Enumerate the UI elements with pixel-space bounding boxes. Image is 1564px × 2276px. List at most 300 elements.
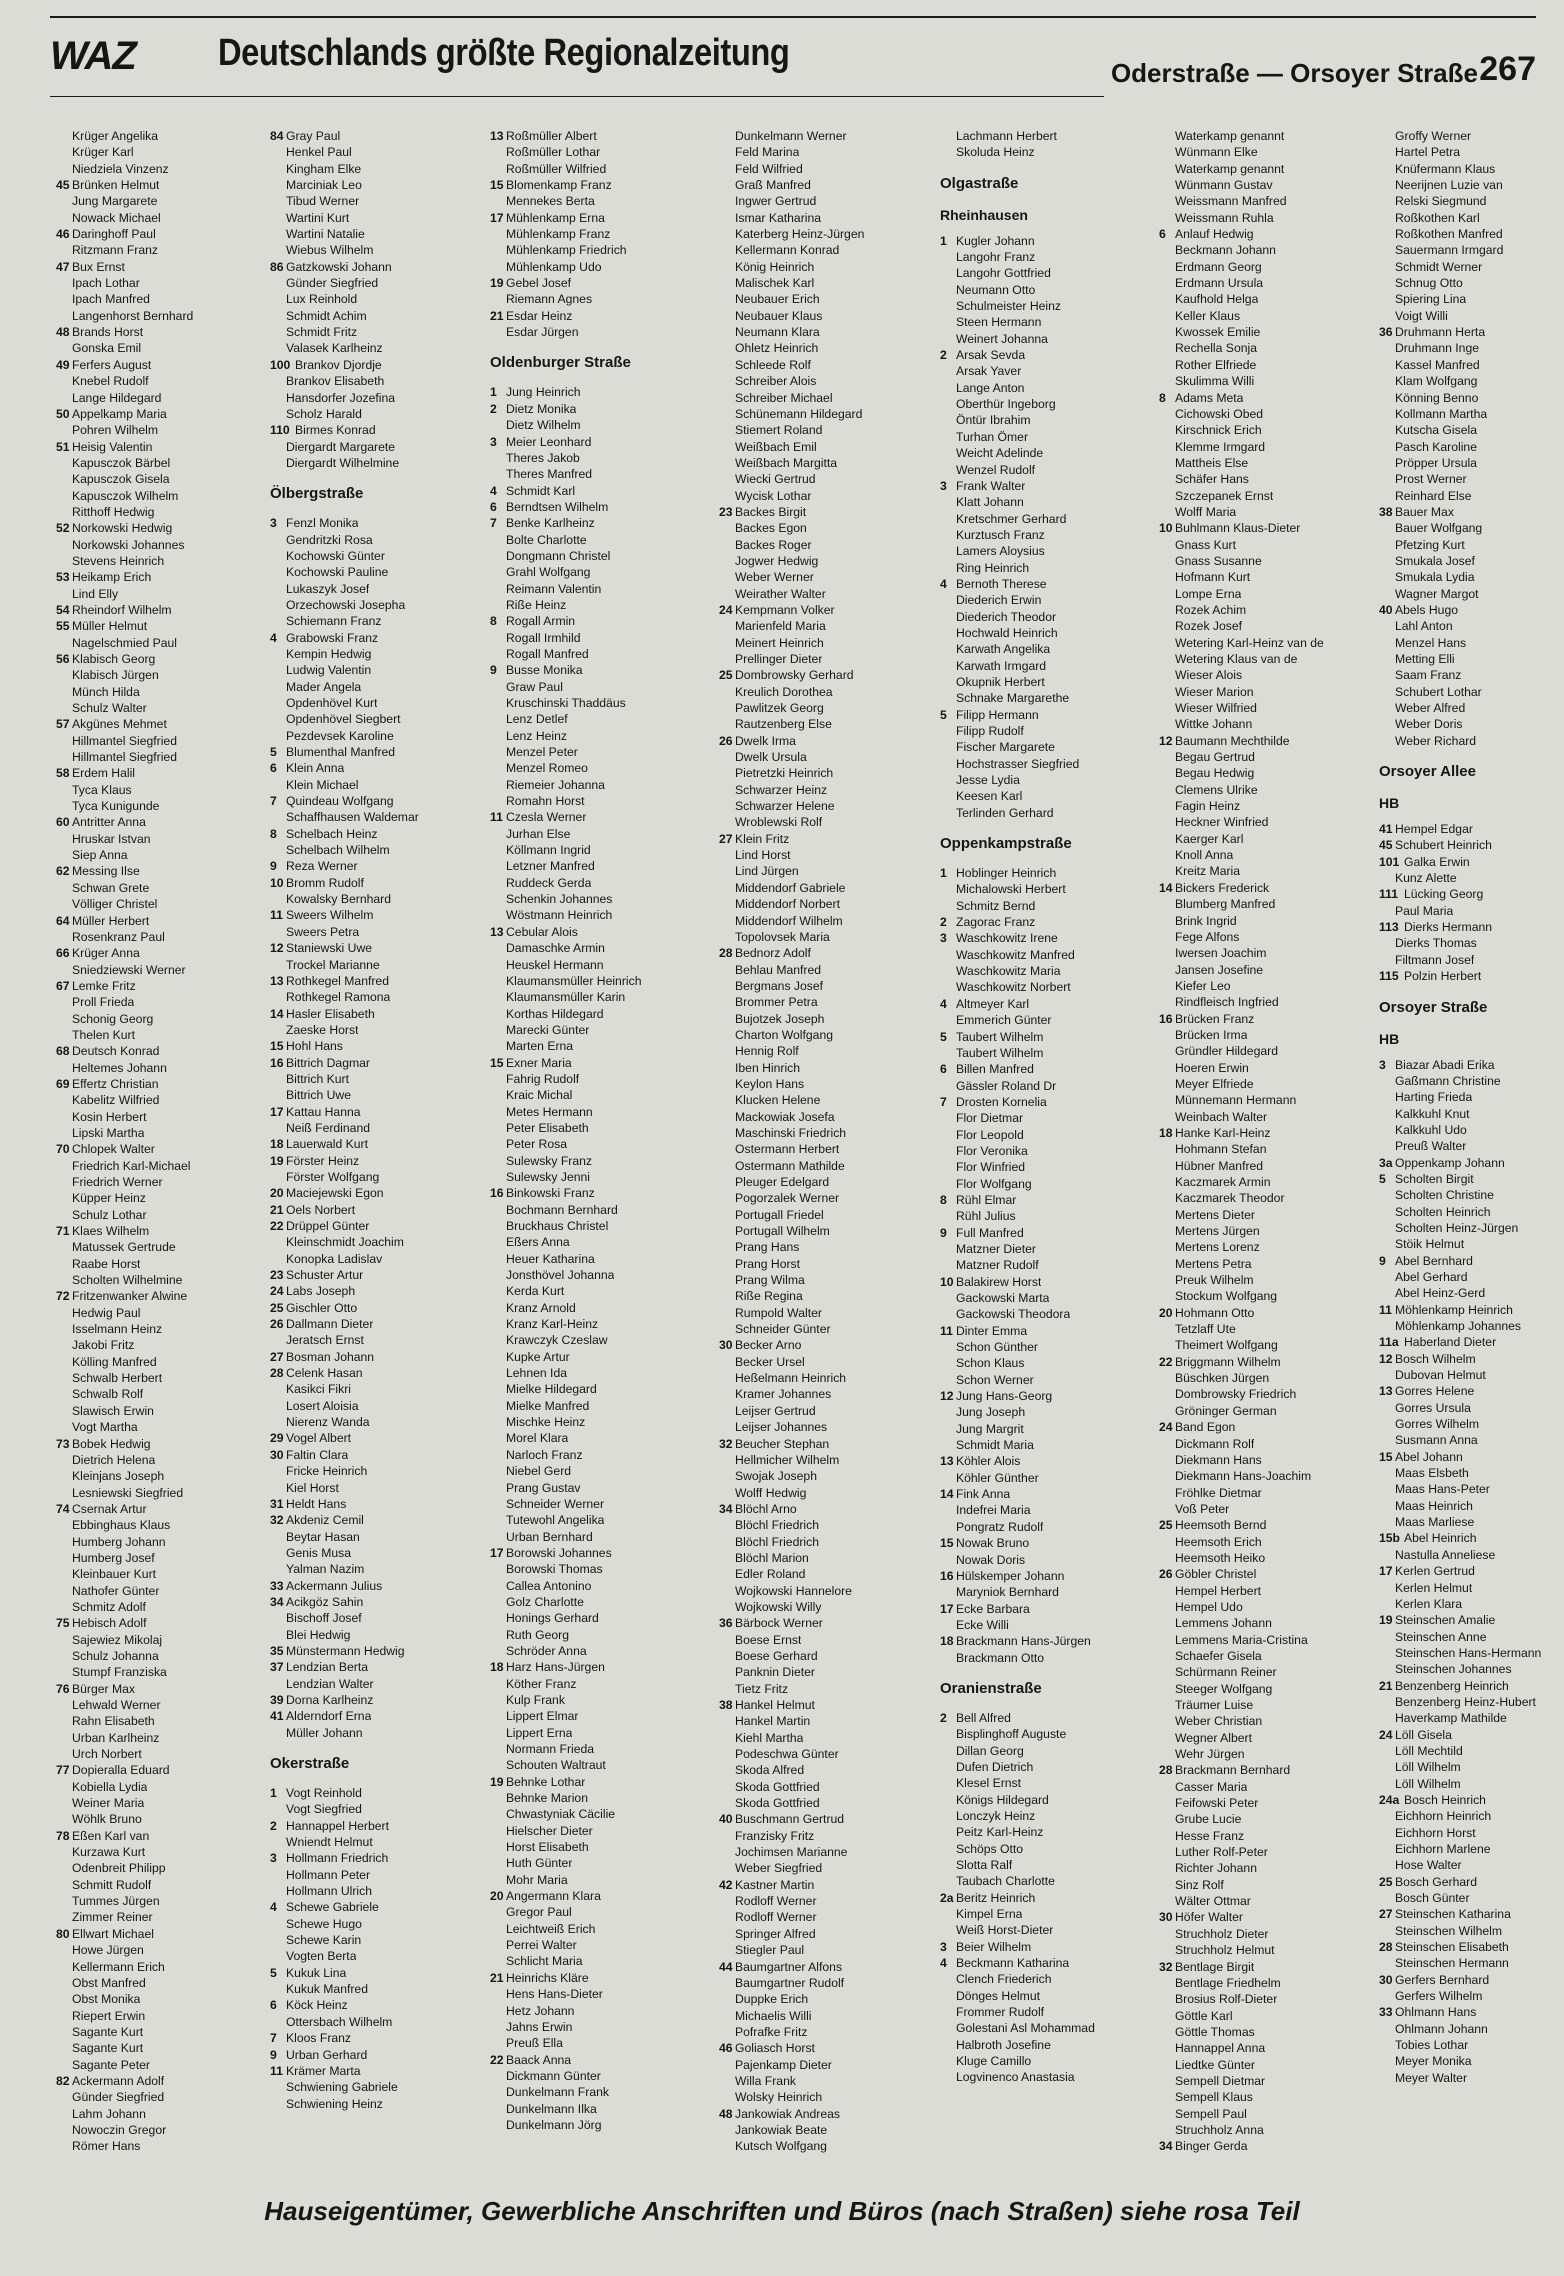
resident-entry [270, 1365, 480, 1381]
resident-name: Krämer Marta [286, 2063, 361, 2078]
house-number [56, 1321, 72, 1337]
house-number: 4 [490, 483, 497, 498]
resident-entry [56, 1011, 266, 1027]
resident-name: Preuß Walter [1395, 1139, 1467, 1154]
resident-name: Urban Bernhard [506, 1529, 593, 1544]
resident-name: Kollmann Martha [1395, 406, 1488, 421]
house-number [270, 275, 286, 291]
resident-entry [940, 788, 1150, 804]
resident-name: Ohlmann Johann [1395, 2021, 1488, 2036]
house-number [1159, 553, 1175, 569]
house-number [1159, 1926, 1175, 1942]
resident-entry [56, 1762, 266, 1778]
resident-entry [490, 532, 700, 548]
resident-name: Konopka Ladislav [286, 1251, 383, 1266]
resident-entry [719, 275, 929, 291]
resident-name: Diederich Erwin [956, 593, 1042, 608]
house-number [490, 744, 506, 760]
house-number [270, 455, 286, 471]
resident-name: Schelbach Wilhelm [286, 843, 390, 858]
house-number [940, 511, 956, 527]
resident-name: Wittke Johann [1175, 717, 1253, 732]
house-number [270, 989, 286, 1005]
resident-entry [270, 1300, 480, 1316]
resident-name: Waschkowitz Maria [956, 964, 1061, 979]
resident-entry [56, 471, 266, 487]
house-number [1159, 2122, 1175, 2138]
resident-name: Diekmann Hans-Joachim [1175, 1469, 1312, 1484]
house-number [1159, 651, 1175, 667]
resident-name: Jakobi Fritz [72, 1338, 135, 1353]
resident-name: Matussek Gertrude [72, 1240, 176, 1255]
resident-name: Keller Klaus [1175, 308, 1241, 323]
house-number: 19 [270, 1153, 284, 1168]
resident-entry [940, 979, 1150, 995]
resident-entry [56, 2008, 266, 2024]
resident-entry [719, 994, 929, 1010]
resident-entry [270, 1283, 480, 1299]
house-number [719, 1190, 735, 1206]
resident-name: Brink Ingrid [1175, 913, 1237, 928]
resident-name: Neumann Klara [735, 325, 820, 340]
resident-name: Briggmann Wilhelm [1175, 1354, 1281, 1369]
resident-name: Kattau Hanna [286, 1104, 361, 1119]
resident-name: Prang Wilma [735, 1273, 805, 1288]
resident-entry [1379, 1857, 1564, 1873]
resident-entry [719, 831, 929, 847]
resident-name: Stiemert Roland [735, 423, 823, 438]
house-number [490, 957, 506, 973]
resident-name: Taubert Wilhelm [956, 1029, 1044, 1044]
house-number [1379, 406, 1395, 422]
resident-name: Langohr Gottfried [956, 266, 1051, 281]
resident-entry [1159, 210, 1369, 226]
resident-entry [1379, 684, 1564, 700]
resident-entry [940, 576, 1150, 592]
resident-name: Halbroth Josefine [956, 2037, 1051, 2052]
house-number [270, 1561, 286, 1577]
house-number [1159, 1239, 1175, 1255]
resident-name: Steinschen Wilhelm [1395, 1923, 1503, 1938]
house-number [719, 1713, 735, 1729]
resident-name: Heldt Hans [286, 1496, 347, 1511]
resident-name: Schlicht Maria [506, 1954, 583, 1969]
house-number [1159, 765, 1175, 781]
house-number [490, 2035, 506, 2051]
house-number [940, 1110, 956, 1126]
resident-entry [270, 1006, 480, 1022]
house-number [719, 193, 735, 209]
house-number [1379, 635, 1395, 651]
house-number [1379, 1776, 1395, 1792]
house-number: 15 [270, 1039, 284, 1054]
house-number [1379, 471, 1395, 487]
resident-entry [1159, 1550, 1369, 1566]
resident-name: Perrei Walter [506, 1938, 577, 1953]
resident-name: Klemme Irmgard [1175, 439, 1266, 454]
house-number: 23 [719, 504, 733, 519]
resident-entry [270, 1169, 480, 1185]
resident-name: Köhler Alois [956, 1454, 1021, 1469]
resident-entry [719, 569, 929, 585]
resident-entry [1379, 1596, 1564, 1612]
resident-entry [270, 1708, 480, 1724]
house-number [1159, 1223, 1175, 1239]
house-number [1379, 1514, 1395, 1530]
resident-entry [270, 1676, 480, 1692]
resident-name: Celenk Hasan [286, 1366, 363, 1381]
resident-entry [940, 1274, 1150, 1290]
house-number [719, 1256, 735, 1272]
house-number [56, 1893, 72, 1909]
resident-entry [56, 439, 266, 455]
resident-entry [719, 161, 929, 177]
resident-name: Heisig Valentin [72, 439, 153, 454]
resident-entry [1159, 1746, 1369, 1762]
house-number [56, 390, 72, 406]
house-number [1379, 1220, 1395, 1236]
house-number [490, 193, 506, 209]
house-number [56, 2106, 72, 2122]
resident-entry [490, 1659, 700, 1675]
resident-name: Schwiening Gabriele [286, 2080, 398, 2095]
house-number [1159, 1272, 1175, 1288]
resident-name: Morel Klara [506, 1431, 569, 1446]
resident-name: Charton Wolfgang [735, 1027, 834, 1042]
resident-name: Förster Wolfgang [286, 1169, 380, 1184]
street-heading: Ölbergstraße [270, 485, 364, 503]
resident-entry [490, 1267, 700, 1283]
house-number [940, 1012, 956, 1028]
house-number [490, 973, 506, 989]
resident-name: Wojkowski Hannelore [735, 1583, 852, 1598]
house-number: 32 [1159, 1959, 1173, 1974]
resident-entry [1379, 586, 1564, 602]
resident-name: Waschkowitz Irene [956, 931, 1058, 946]
resident-name: Hohmann Otto [1175, 1305, 1255, 1320]
resident-name: Rogall Irmhild [506, 630, 581, 645]
resident-entry [270, 1120, 480, 1136]
house-number: 56 [56, 652, 70, 666]
house-number: 46 [56, 227, 70, 242]
resident-name: Behnke Lothar [506, 1774, 586, 1789]
resident-entry [1159, 1305, 1369, 1321]
house-number [1159, 1975, 1175, 1991]
house-number [270, 548, 286, 564]
resident-entry [1379, 1351, 1564, 1367]
resident-entry [56, 1337, 266, 1353]
house-number [719, 1174, 735, 1190]
resident-name: Schewe Hugo [286, 1916, 362, 1931]
house-number [490, 875, 506, 891]
house-number: 2 [940, 348, 947, 363]
resident-name: Saam Franz [1395, 668, 1462, 683]
resident-name: Schmidt Karl [506, 483, 576, 498]
resident-entry [490, 499, 700, 515]
resident-name: Dunkelmann Werner [735, 129, 847, 143]
resident-entry [940, 445, 1150, 461]
resident-name: Springer Alfred [735, 1926, 816, 1941]
resident-name: Oels Norbert [286, 1202, 356, 1217]
resident-name: Mertens Petra [1175, 1256, 1252, 1271]
resident-name: Weiß Horst-Dieter [956, 1923, 1054, 1938]
resident-entry [490, 308, 700, 324]
house-number: 7 [940, 1094, 947, 1109]
house-number [56, 1190, 72, 1206]
resident-entry [1159, 537, 1369, 553]
resident-entry [1379, 733, 1564, 749]
house-number: 11 [270, 908, 283, 923]
house-number [490, 161, 506, 177]
house-number [1159, 1174, 1175, 1190]
resident-entry [1159, 798, 1369, 814]
resident-entry [719, 1713, 929, 1729]
house-number [56, 2122, 72, 2138]
house-number: 32 [719, 1436, 733, 1451]
resident-entry [719, 1975, 929, 1991]
house-number [719, 863, 735, 879]
resident-name: Brankov Elisabeth [286, 374, 385, 389]
resident-entry [490, 450, 700, 466]
resident-name: Peter Elisabeth [506, 1120, 589, 1135]
house-number [490, 2101, 506, 2117]
resident-name: Drüppel Günter [286, 1219, 370, 1233]
resident-name: Vogel Albert [286, 1431, 352, 1446]
resident-name: Reinhard Else [1395, 488, 1472, 503]
resident-entry [940, 1176, 1150, 1192]
house-number [1379, 1285, 1395, 1301]
resident-entry [1159, 929, 1369, 945]
house-number [719, 291, 735, 307]
resident-entry [719, 1926, 929, 1942]
resident-name: Slawisch Erwin [72, 1403, 154, 1418]
resident-name: Urch Norbert [72, 1747, 142, 1762]
house-number [1159, 1648, 1175, 1664]
resident-name: Taubach Charlotte [956, 1874, 1055, 1889]
house-number: 33 [270, 1578, 284, 1593]
house-number [490, 695, 506, 711]
resident-name: Hens Hans-Dieter [506, 1987, 603, 2002]
house-number [490, 1463, 506, 1479]
resident-name: Boese Ernst [735, 1632, 802, 1647]
resident-name: Hollmann Ulrich [286, 1884, 373, 1899]
resident-name: Hochstrasser Siegfried [956, 756, 1080, 771]
house-number: 9 [270, 859, 277, 874]
house-number [1379, 1923, 1395, 1939]
house-number [1379, 1955, 1395, 1971]
resident-entry [1159, 1795, 1369, 1811]
house-number [1379, 1138, 1395, 1154]
resident-name: Wolff Hedwig [735, 1485, 807, 1500]
resident-name: Lendzian Walter [286, 1676, 374, 1691]
resident-name: Steinschen Elisabeth [1395, 1940, 1509, 1955]
resident-name: Köhler Günther [956, 1470, 1039, 1485]
house-number [490, 711, 506, 727]
resident-entry [719, 1223, 929, 1239]
resident-name: Kluge Camillo [956, 2054, 1032, 2069]
resident-name: Schmidt Fritz [286, 325, 358, 340]
house-number [490, 1627, 506, 1643]
resident-name: Harting Frieda [1395, 1090, 1473, 1105]
house-number: 9 [270, 2047, 277, 2062]
house-number: 5 [940, 707, 947, 722]
house-number [1379, 1759, 1395, 1775]
resident-entry [270, 2063, 480, 2079]
resident-entry [1159, 994, 1369, 1010]
resident-name: Mühlenkamp Erna [506, 210, 605, 225]
house-number [270, 1332, 286, 1348]
resident-entry [490, 973, 700, 989]
house-number [270, 695, 286, 711]
resident-entry [1379, 1302, 1564, 1318]
resident-entry [940, 592, 1150, 608]
resident-name: Ostermann Mathilde [735, 1158, 845, 1173]
resident-name: Lippert Erna [506, 1725, 573, 1740]
resident-entry [270, 1398, 480, 1414]
house-number [1379, 242, 1395, 258]
resident-entry [490, 1071, 700, 1087]
resident-name: Blomenkamp Franz [506, 178, 612, 193]
resident-name: Benzenberg Heinz-Hubert [1395, 1694, 1536, 1709]
resident-entry [270, 630, 480, 646]
resident-entry [719, 1860, 929, 1876]
house-number [490, 1234, 506, 1250]
house-number [1379, 390, 1395, 406]
resident-name: Band Egon [1175, 1420, 1236, 1435]
resident-name: Wöhlk Bruno [72, 1812, 142, 1827]
street-heading: Olgastraße [940, 174, 1019, 192]
house-number [56, 1256, 72, 1272]
resident-name: Kruschinski Thaddäus [506, 696, 626, 710]
resident-entry [490, 957, 700, 973]
resident-name: Pofrafke Fritz [735, 2024, 808, 2039]
resident-name: Krüger Angelika [72, 129, 159, 143]
resident-entry [490, 1136, 700, 1152]
resident-name: Bolte Charlotte [506, 532, 587, 547]
resident-name: Langenhorst Bernhard [72, 308, 194, 323]
resident-entry [490, 1447, 700, 1463]
resident-name: Tummes Jürgen [72, 1894, 160, 1909]
resident-entry [490, 1741, 700, 1757]
resident-entry [1159, 880, 1369, 896]
house-number: 76 [56, 1681, 70, 1696]
resident-entry [1159, 1060, 1369, 1076]
resident-name: Benke Karlheinz [506, 516, 595, 531]
resident-entry [1159, 896, 1369, 912]
house-number: 21 [270, 1202, 284, 1217]
house-number: 28 [1379, 1940, 1393, 1955]
house-number: 52 [56, 521, 70, 536]
resident-name: Begau Hedwig [1175, 766, 1255, 781]
directory-columns [56, 128, 1546, 2188]
resident-entry [490, 858, 700, 874]
resident-entry [270, 989, 480, 1005]
resident-entry [1159, 128, 1369, 144]
house-number [270, 406, 286, 422]
resident-entry [56, 831, 266, 847]
resident-entry [1159, 2057, 1369, 2073]
house-number [1379, 1416, 1395, 1432]
resident-name: Mischke Heinz [506, 1415, 586, 1430]
house-number [719, 1158, 735, 1174]
resident-name: Marienfeld Maria [735, 619, 826, 634]
house-number [719, 2089, 735, 2105]
resident-name: Benzenberg Heinrich [1395, 1678, 1509, 1693]
resident-entry [1379, 308, 1564, 324]
resident-name: Göttle Karl [1175, 2008, 1233, 2023]
resident-name: Fege Alfons [1175, 929, 1240, 944]
house-number: 74 [56, 1501, 70, 1516]
resident-name: Hruskar Istvan [72, 831, 151, 846]
resident-entry [719, 1207, 929, 1223]
resident-entry [719, 782, 929, 798]
resident-entry [490, 1332, 700, 1348]
house-number [56, 667, 72, 683]
resident-name: Lenz Detlef [506, 712, 568, 727]
resident-entry [56, 602, 266, 618]
resident-entry [1159, 586, 1369, 602]
resident-entry [1379, 870, 1564, 886]
resident-entry [56, 1386, 266, 1402]
resident-name: Swojak Joseph [735, 1469, 817, 1484]
house-number [1159, 1141, 1175, 1157]
resident-name: Heßelmann Heinrich [735, 1371, 847, 1386]
resident-name: Kutscha Gisela [1395, 423, 1477, 438]
resident-name: Humberg Johann [72, 1534, 166, 1549]
resident-name: Ostermann Herbert [735, 1142, 840, 1157]
resident-entry [56, 1174, 266, 1190]
house-number [940, 739, 956, 755]
resident-name: Czesla Werner [506, 810, 587, 825]
resident-name: Maas Hans-Peter [1395, 1482, 1490, 1497]
house-number [1379, 553, 1395, 569]
resident-name: Matzner Dieter [956, 1241, 1036, 1256]
house-number [719, 1909, 735, 1925]
house-number: 82 [56, 2073, 70, 2088]
house-number [490, 940, 506, 956]
resident-entry [1159, 2024, 1369, 2040]
resident-entry [719, 406, 929, 422]
resident-entry [1159, 455, 1369, 471]
resident-name: Narloch Franz [506, 1447, 583, 1462]
house-number [490, 728, 506, 744]
resident-name: Ritzmann Franz [72, 243, 159, 258]
resident-entry [270, 1997, 480, 2013]
resident-name: Vogt Reinhold [286, 1786, 362, 1800]
resident-name: Valasek Karlheinz [286, 341, 383, 356]
resident-entry [719, 259, 929, 275]
house-number [490, 597, 506, 613]
house-number [719, 1517, 735, 1533]
resident-name: Wieser Wilfried [1175, 701, 1257, 716]
resident-entry [490, 1610, 700, 1626]
resident-entry [719, 1681, 929, 1697]
resident-name: Flor Winfried [956, 1160, 1026, 1175]
house-number [490, 226, 506, 242]
resident-entry [270, 1234, 480, 1250]
house-number [1159, 945, 1175, 961]
house-number: 18 [1159, 1125, 1173, 1140]
resident-entry [940, 527, 1150, 543]
resident-name: Klaumansmüller Karin [506, 990, 626, 1005]
house-number [56, 1109, 72, 1125]
house-number [940, 1241, 956, 1257]
resident-name: Wiebus Wilhelm [286, 243, 374, 258]
resident-name: Skoda Gottfried [735, 1779, 820, 1794]
house-number: 2 [490, 401, 497, 416]
house-number: 5 [940, 1029, 947, 1044]
house-number [490, 989, 506, 1005]
